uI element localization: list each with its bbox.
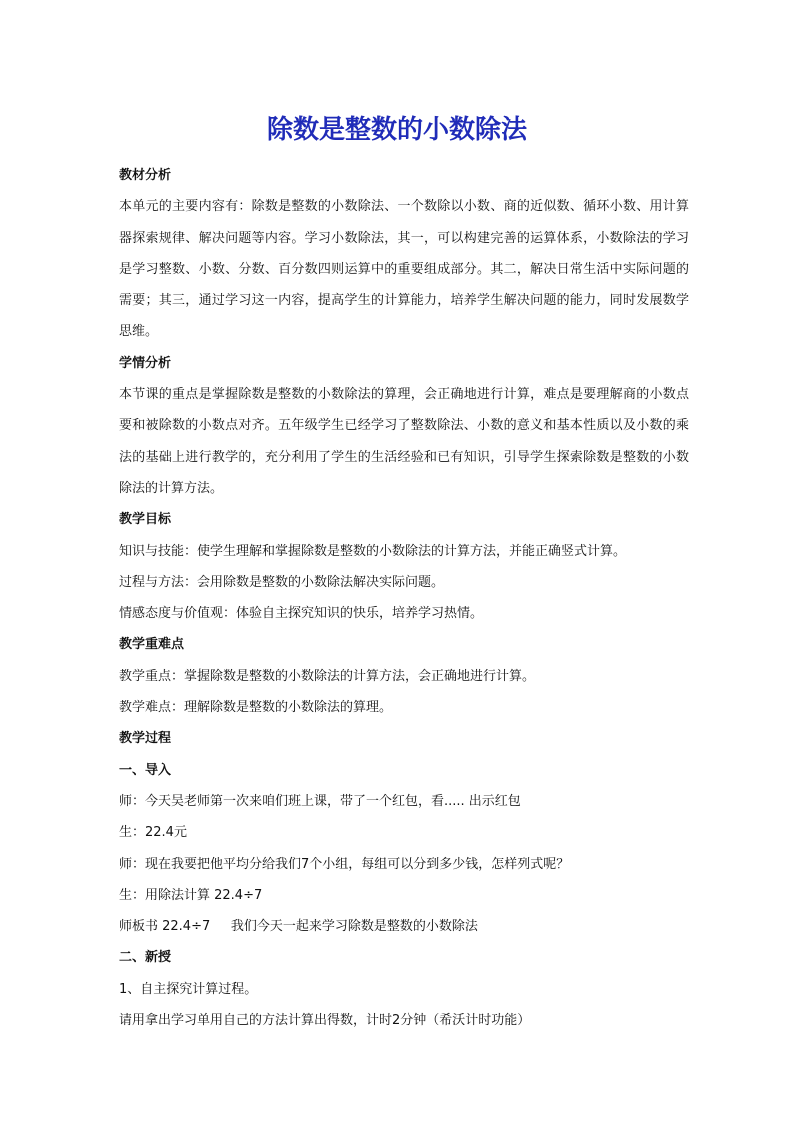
- difficult-point: 教学难点：理解除数是整数的小数除法的算理。: [119, 700, 393, 716]
- section-heading-keypoints: 教学重难点: [119, 637, 185, 653]
- section-heading-process: 教学过程: [119, 731, 172, 747]
- section-heading-students: 学情分析: [119, 355, 172, 371]
- analysis-paragraph: 本单元的主要内容有：除数是整数的小数除法、一个数除以小数、商的近似数、循环小数、用计算器探索规律、解决问题等内容。学习小数除法，其一，可以构建完善的运算体系，小数除法的学习是学习整数、小数、分数、百分数四则运算中的重要组成部分。其二，解决日常生活中实际问题的需要；其三，通过学习这一内容，提高学生的计算能力，培养学生解决问题的能力，同时发展数学思维。: [119, 199, 689, 340]
- key-point: 教学重点：掌握除数是整数的小数除法的计算方法，会正确地进行计算。: [119, 668, 536, 684]
- goal-process: 过程与方法：会用除数是整数的小数除法解决实际问题。: [119, 574, 445, 590]
- intro-line: 生：22.4元: [119, 825, 187, 841]
- intro-line: 师：现在我要把他平均分给我们7个小组，每组可以分到多少钱，怎样列式呢？: [119, 856, 570, 872]
- part-heading-new-lesson: 二、新授: [119, 950, 172, 966]
- goal-attitude: 情感态度与价值观：体验自主探究知识的快乐，培养学习热情。: [119, 606, 484, 622]
- intro-line: 生：用除法计算 22.4÷7: [119, 887, 263, 903]
- document-body: [119, 160, 689, 1036]
- section-heading-analysis: 教材分析: [119, 168, 172, 183]
- part-heading-intro: 一、导入: [119, 762, 172, 778]
- intro-line: 师：今天吴老师第一次来咱们班上课，带了一个红包，看..... 出示红包: [119, 793, 521, 809]
- document-title: 除数是整数的小数除法: [266, 115, 527, 145]
- students-paragraph: 本节课的重点是掌握除数是整数的小数除法的算理，会正确地进行计算，难点是要理解商的小数点要和被除数的小数点对齐。五年级学生已经学习了整数除法、小数的意义和基本性质以及小数的乘法的基础上进行教学的，充分利用了学生的生活经验和已有知识，引导学生探索除数是整数的小数除法的计算方法。: [119, 387, 689, 496]
- new-lesson-line: 请用拿出学习单用自己的方法计算出得数，计时2分钟（希沃计时功能）: [119, 1013, 531, 1029]
- goal-knowledge: 知识与技能：使学生理解和掌握除数是整数的小数除法的计算方法，并能正确竖式计算。: [119, 543, 627, 559]
- intro-line: 师板书 22.4÷7 我们今天一起来学习除数是整数的小数除法: [119, 919, 478, 935]
- new-lesson-line: 1、自主探究计算过程。: [119, 981, 258, 997]
- section-heading-goals: 教学目标: [119, 512, 172, 528]
